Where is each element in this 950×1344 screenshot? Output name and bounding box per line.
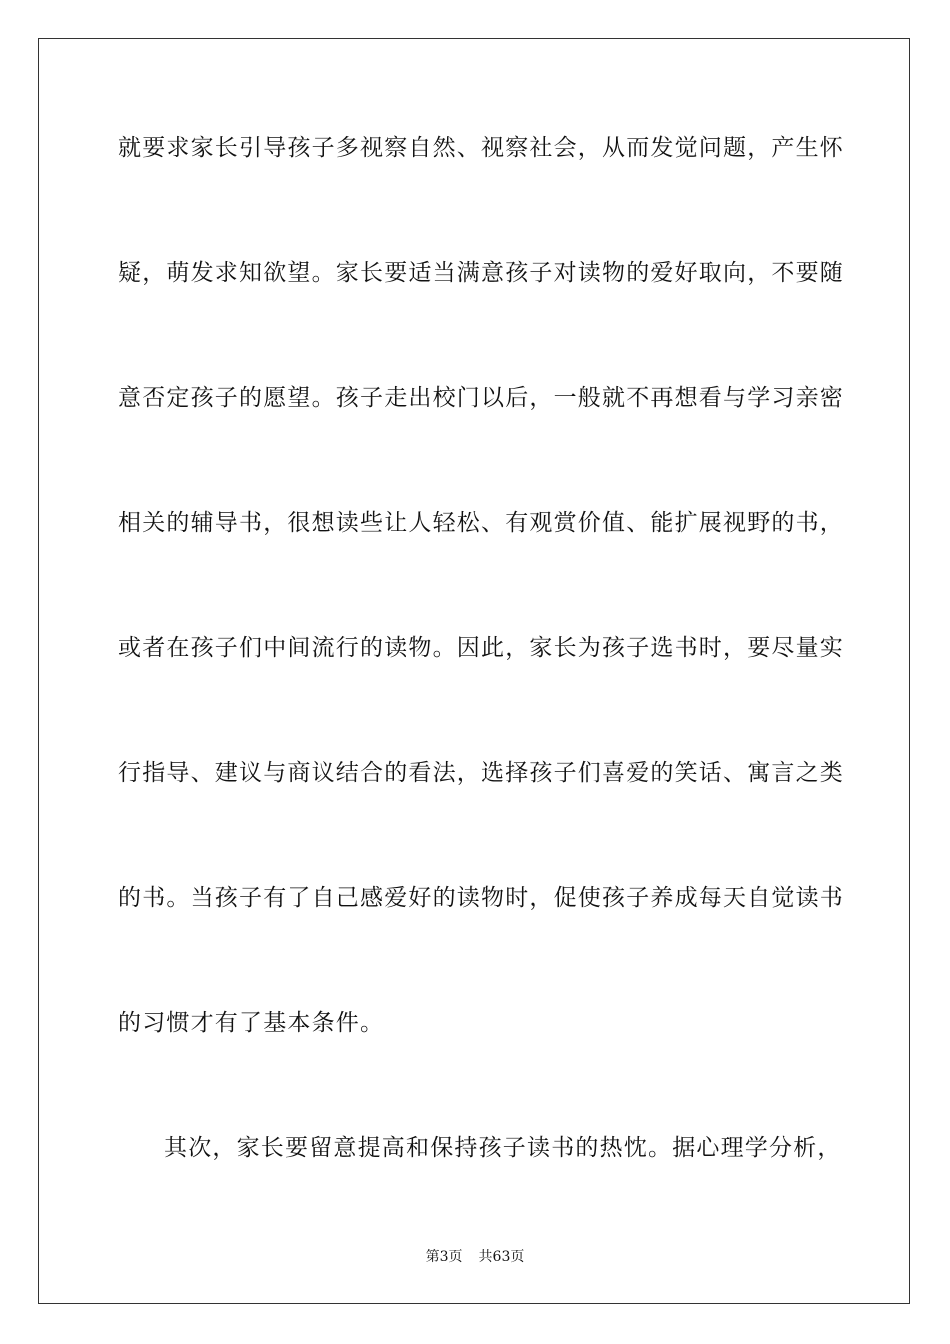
body-text-line: 行指导、建议与商议结合的看法，选择孩子们喜爱的笑话、寓言之类 <box>118 760 844 786</box>
page-number: 第3页 <box>425 1249 463 1265</box>
body-text-line: 的书。当孩子有了自己感爱好的读物时，促使孩子养成每天自觉读书 <box>118 885 844 911</box>
body-text-line: 相关的辅导书，很想读些让人轻松、有观赏价值、能扩展视野的书， <box>118 510 844 536</box>
paragraph-start-line: 其次，家长要留意提高和保持孩子读书的热忱。据心理学分析， <box>164 1135 842 1161</box>
page-footer <box>0 1248 950 1266</box>
body-text-line: 就要求家长引导孩子多视察自然、视察社会，从而发觉问题，产生怀 <box>118 135 844 161</box>
body-text-line: 或者在孩子们中间流行的读物。因此，家长为孩子选书时，要尽量实 <box>118 635 844 661</box>
body-text-line: 的习惯才有了基本条件。 <box>118 1010 385 1036</box>
page-total: 共63页 <box>478 1249 525 1265</box>
body-text-line: 意否定孩子的愿望。孩子走出校门以后，一般就不再想看与学习亲密 <box>118 385 844 411</box>
page-border <box>38 38 910 1304</box>
body-text-line: 疑，萌发求知欲望。家长要适当满意孩子对读物的爱好取向，不要随 <box>118 260 844 286</box>
